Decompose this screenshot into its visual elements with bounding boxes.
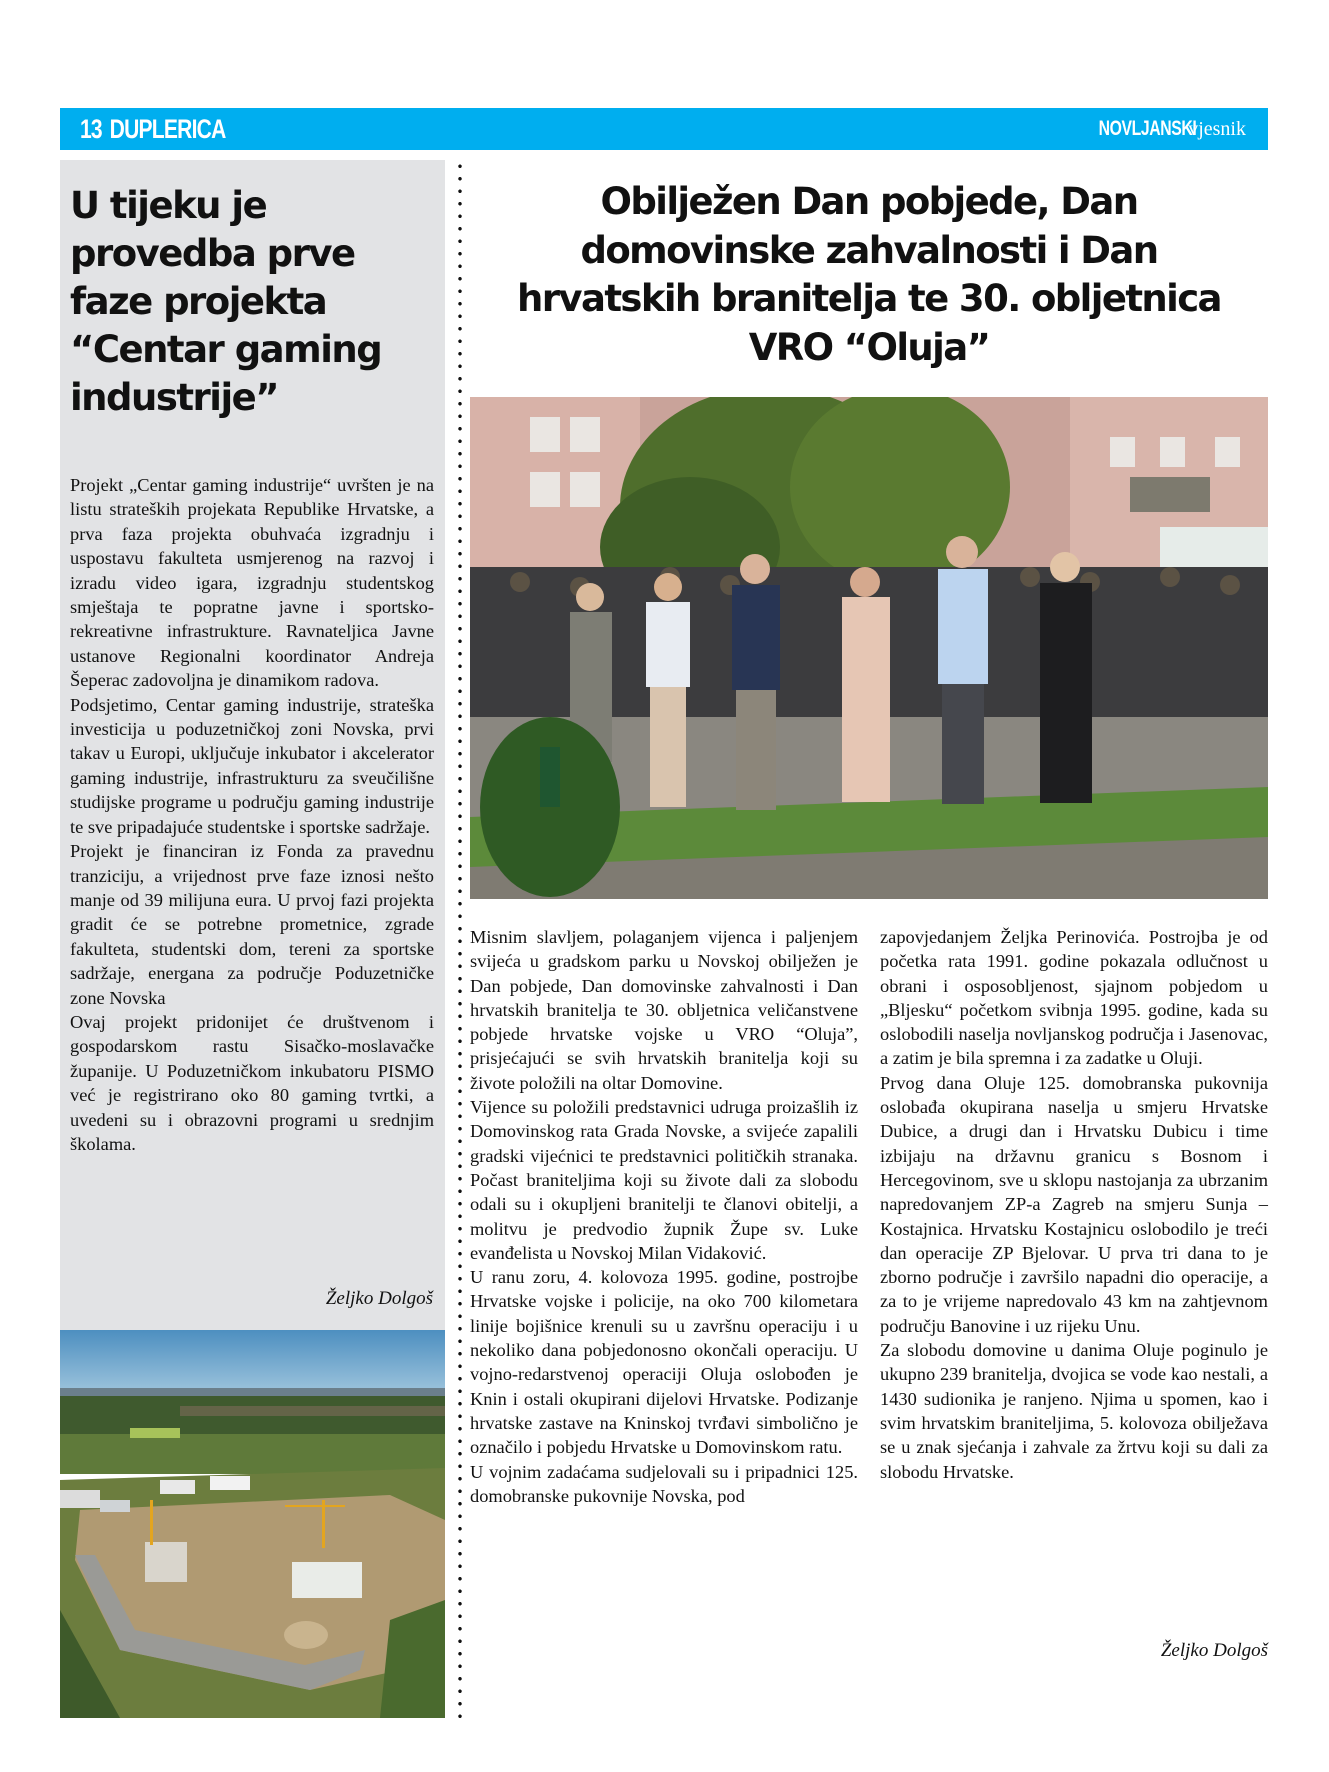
paragraph: Ovaj projekt pridonijet će društvenom i gospodarskom rastu Sisačko-moslavačke županije. U Poduzetničkom inkubatoru PISMO već je registrirano oko 80 gaming tvrtki, a uvedeni su i obrazovni programi u srednjim školama. xyxy=(70,1011,434,1154)
paragraph: Za slobodu domovine u danima Oluje poginulo je ukupno 239 branitelja, dvojica se vode kao nestali, a 1430 sudionika je ranjeno. Njima u spomen, kao i svim hrvatskim braniteljima, 5. kolovoza obilježava se u znak sjećanja i zahvale za žrtvu koji su dali za slobodu Hrvatske. xyxy=(880,1340,1268,1482)
main-article-column-2 xyxy=(880,925,1268,1484)
aerial-construction-photo xyxy=(60,1330,445,1718)
main-title-line: VRO “Oluja” xyxy=(748,325,990,369)
main-article-column-1 xyxy=(470,925,858,1508)
section-label xyxy=(80,112,226,146)
paragraph: Projekt „Centar gaming industrije“ uvršten je na listu strateških projekata Republike Hrvatske, a prva faza projekta obuhvaća izgradnju i uspostavu fakulteta usmjerenog na razvoj i izradu video igara, izgradnju studentskog smještaja te popratne javne i sportsko-rekreativne infrastrukture. Ravnateljica Javne ustanove Regionalni koordinator Andreja Šeperac zadovoljna je dinamikom radova. xyxy=(70,475,434,691)
left-title-line: industrije” xyxy=(70,376,279,419)
left-article-body xyxy=(70,473,434,1156)
paragraph: Podsjetimo, Centar gaming industrije, strateška investicija u poduzetničkoj zoni Novska, prvi takav u Europi, uključuje inkubator i akcelerator gaming industrije, infrastrukturu za sveučilišne studijske programe u području gaming industrije te sve pripadajuće studentske i sportske sadržaje. xyxy=(70,694,434,837)
paragraph: Projekt je financiran iz Fonda za pravednu tranziciju, a vrijednost prve faze iznosi nešto manje od 39 milijuna eura. U prvoj fazi projekta gradit će se potrebne prometnice, zgrade fakulteta, studentski dom, tereni za sportske sadržaje, energana za područje Poduzetničke zone Novska xyxy=(70,841,434,1008)
left-title-line: U tijeku je xyxy=(70,184,267,227)
paragraph: Prvog dana Oluje 125. domobranska pukovnija oslobađa okupirana naselja u smjeru Hrvatske Dubice, a drugi dan i Hrvatsku Dubicu i time izbijaju na državnu granicu s Bosnom i Hercegovinom, sve u sklopu nastojanja za ubrzanim napredovanjem ZP-a Zagreb na smjeru Sunja – Kostajnica. Hrvatsku Kostajnicu oslobodilo je treći dan operacije ZP Bjelovar. U prva tri dana to je zborno područje i završilo napadni dio operacije, a za to je vrijeme napredovalo 43 km na zahtjevnom području Banovine i uz rijeku Unu. xyxy=(880,1072,1268,1336)
left-article-author: Željko Dolgoš xyxy=(325,1288,433,1309)
commemoration-photo xyxy=(470,397,1268,899)
aerial-photo-illustration xyxy=(60,1330,445,1718)
left-article-title xyxy=(70,182,440,422)
publication-brand xyxy=(1066,114,1246,146)
brand-name-bold: NOVLJANSKI xyxy=(1098,117,1197,140)
page-number: 13 xyxy=(80,114,102,144)
main-title-line: domovinske zahvalnosti i Dan xyxy=(580,228,1158,272)
main-title-line: Obilježen Dan pobjede, Dan xyxy=(600,180,1138,223)
section-name: DUPLERICA xyxy=(109,114,226,144)
paragraph: Vijence su položili predstavnici udruga proizašlih iz Domovinskog rata Grada Novske, a svijeće zapalili gradski vijećnici te predstavnici političkih stranaka. Počast braniteljima koji su živote dali za slobodu odali su i okupljeni branitelji te članovi obitelji, a molitvu je predvodio župnik Župe sv. Luke evanđelista u Novskoj Milan Vidaković. xyxy=(470,1097,858,1263)
left-article xyxy=(60,160,445,1330)
header-bar xyxy=(60,108,1268,150)
brand-name-light: vjesnik xyxy=(1188,118,1246,140)
commemoration-photo-illustration xyxy=(470,397,1268,899)
paragraph: Misnim slavljem, polaganjem vijenca i paljenjem svijeća u gradskom parku u Novskoj obilježen je Dan pobjede, Dan domovinske zahvalnosti i Dan hrvatskih branitelja te 30. obljetnica veličanstvene pobjede hrvatske vojske u VRO “Oluja”, prisjećajući se svih hrvatskih branitelja koji su živote položili na oltar Domovine. xyxy=(470,927,858,1093)
left-title-line: faze projekta xyxy=(70,280,327,323)
left-title-line: “Centar gaming xyxy=(70,328,382,371)
main-article-title xyxy=(470,178,1268,372)
column-divider xyxy=(458,160,462,1720)
main-title-line: hrvatskih branitelja te 30. obljetnica xyxy=(517,277,1221,320)
paragraph: U vojnim zadaćama sudjelovali su i pripadnici 125. domobranske pukovnije Novska, pod xyxy=(470,1461,858,1506)
paragraph: U ranu zoru, 4. kolovoza 1995. godine, postrojbe Hrvatske vojske i policije, na oko 700 kilometara linije bojišnice krenuli su u završnu operaciju i u nekoliko dana pobjedonosno okončali operaciju. U vojno-redarstvenoj operaciji Oluja oslobođen je Knin i ostali okupirani dijelovi Hrvatske. Podizanje hrvatske zastave na Kninskoj tvrđavi simbolično je označilo i pobjedu Hrvatske u Domovinskom ratu. xyxy=(470,1267,858,1458)
paragraph: zapovjedanjem Željka Perinovića. Postrojba je od početka rata 1991. godine pokazala odlučnost u obrani i osposobljenost, sjajnom pobjedom u „Bljesku“ početkom svibnja 1995. godine, kada su oslobodili naselja novljanskog područja i Jasenovac, a zatim je bila spremna i za zadatke u Oluji. xyxy=(880,927,1268,1069)
left-title-line: provedba prve xyxy=(70,232,355,275)
main-article-author: Željko Dolgoš xyxy=(1160,1640,1268,1661)
